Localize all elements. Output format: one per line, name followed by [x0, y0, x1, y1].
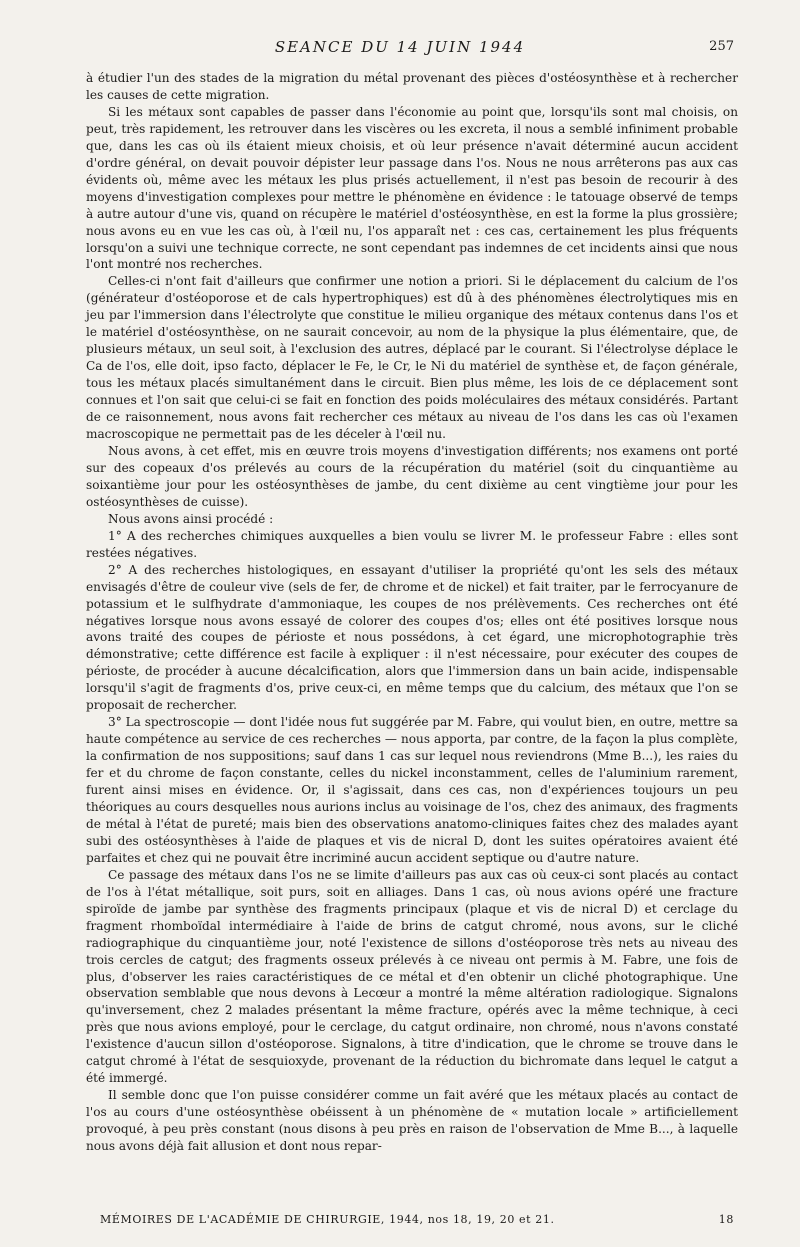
paragraph: Il semble donc que l'on puisse considérer comme un fait avéré que les métaux placés au contact de l'os au cours d'une ostéosynthèse obéissent à un phénomène de « mutation locale » artificiellement provoqué, à peu près constant (nous disons à peu près en raison de l'observation de Mme B..., à laquelle nous avons déjà fait allusion et dont nous repar- [86, 1088, 738, 1154]
page-header [0, 38, 800, 62]
running-head: SEANCE DU 14 JUIN 1944 [274, 38, 526, 56]
paragraph: Nous avons ainsi procédé : [108, 511, 274, 526]
paragraph: Si les métaux sont capables de passer dans l'économie au point que, lorsqu'ils sont mal choisis, on peut, très rapidement, les retrouver dans les viscères ou les excreta, il nous a semblé infiniment probable que, dans les cas où ils étaient mieux choisis, et où leur présence n'avait déterminé aucun accident d'ordre général, on devait pouvoir dépister leur passage dans l'os. Nous ne nous arrêterons pas aux cas évidents où, même avec les métaux les plus prisés actuellement, il n'est pas besoin de recourir à des moyens d'investigation complexes pour mettre le phénomène en évidence : le tatouage observé de temps à autre autour d'une vis, quand on récupère le matériel d'ostéosynthèse, en est la forme la plus grossière; nous avons eu en vue les cas où, à l'œil nu, l'os apparaît net : ces cas, certainement les plus fréquents lorsqu'on a suivi une technique correcte, ne sont cependant pas indemnes de cet incidents ainsi que nous l'ont montré nos recherches. [86, 104, 738, 272]
page-footer [100, 1213, 734, 1226]
signature-number: 18 [718, 1213, 734, 1226]
paragraph: Nous avons, à cet effet, mis en œuvre trois moyens d'investigation différents; nos examens ont porté sur des copeaux d'os prélevés au cours de la récupération du matériel (soit du cinquantième au soixantième jour pour les ostéosynthèses de jambe, du cent dixième au cent vingtième jour pour les ostéosynthèses de cuisse). [86, 443, 738, 509]
paragraph: à étudier l'un des stades de la migration du métal provenant des pièces d'ostéosynthèse et à rechercher les causes de cette migration. [86, 71, 738, 102]
paragraph: 1° A des recherches chimiques auxquelles a bien voulu se livrer M. le professeur Fabre : elles sont restées négatives. [86, 528, 738, 560]
paragraph: 3° La spectroscopie — dont l'idée nous fut suggérée par M. Fabre, qui voulut bien, en outre, mettre sa haute compétence au service de ces recherches — nous apporta, par contre, de la façon la plus complète, la confirmation de nos suppositions; sauf dans 1 cas sur lequel nous reviendrons (Mme B...), les raies du fer et du chrome de façon constante, celles du nickel inconstamment, celles de l'aluminium rarement, furent ainsi mises en évidence. Or, il s'agissait, dans ces cas, non d'expériences toujours un peu théoriques au cours desquelles nous aurions inclus au voisinage de l'os, chez des animaux, des fragments de métal à l'état de pureté; mais bien des observations anatomo-cliniques faites chez des malades ayant subi des ostéosynthèses à l'aide de plaques et vis de nicral D, dont les suites opératoires avaient été parfaites et chez qui ne pouvait être incriminé aucun accident septique ou d'autre nature. [86, 715, 738, 865]
paragraph: Celles-ci n'ont fait d'ailleurs que confirmer une notion a priori. Si le déplacement du calcium de l'os (générateur d'ostéoporose et de cals hypertrophiques) est dû à des phénomènes électrolytiques mis en jeu par l'immersion dans l'électrolyte que constitue le milieu organique des métaux contenus dans l'os et le matériel d'ostéosynthèse, on ne saurait concevoir, au nom de la physique la plus élémentaire, que, de plusieurs métaux, un seul soit, à l'exclusion des autres, déplacé par le courant. Si l'électrolyse déplace le Ca de l'os, elle doit, ipso facto, déplacer le Fe, le Cr, le Ni du matériel de synthèse et, de façon générale, tous les métaux placés simultanément dans le circuit. Bien plus même, les lois de ce déplacement sont connues et l'on sait que celui-ci se fait en fonction des poids moléculaires des métaux considérés. Partant de ce raisonnement, nous avons fait rechercher ces métaux au niveau de l'os dans les cas où l'examen macroscopique ne permettait pas de les déceler à l'œil nu. [86, 274, 738, 442]
paragraph: 2° A des recherches histologiques, en essayant d'utiliser la propriété qu'ont les sels des métaux envisagés d'être de couleur vive (sels de fer, de chrome et de nickel) et fait traiter, par le ferrocyanure de potassium et le sulfhydrate d'ammoniaque, les coupes de nos prélèvements. Ces recherches ont été négatives lorsque nous avons essayé de colorer des coupes d'os; elles ont été positives lorsque nous avons traité des coupes de périoste et nous possédons, à cet égard, une microphotographie très démonstrative; cette différence est facile à expliquer : il n'est nécessaire, pour exécuter des coupes de périoste, de procéder à aucune décalcification, alors que l'immersion dans un bain acide, indispensable lorsqu'il s'agit de fragments d'os, prive ceux-ci, en même temps que du calcium, des métaux que l'on se proposait de rechercher. [86, 562, 738, 713]
body-text [86, 70, 738, 1155]
paragraph: Ce passage des métaux dans l'os ne se limite d'ailleurs pas aux cas où ceux-ci sont placés au contact de l'os à l'état métallique, soit purs, soit en alliages. Dans 1 cas, où nous avions opéré une fracture spiroïde de jambe par synthèse des fragments principaux (plaque et vis de nicral D) et cerclage du fragment rhomboïdal intermédiaire à l'aide de brins de catgut chromé, nous avons, sur le cliché radiographique du cinquantième jour, noté l'existence de sillons d'ostéoporose très nets au niveau des trois cercles de catgut; des fragments osseux prélevés à ce niveau ont permis à M. Fabre, une fois de plus, d'observer les raies caractéristiques de ce métal et d'en obtenir un cliché photographique. Une observation semblable que nous devons à Lecœur a montré la même altération radiologique. Signalons qu'inversement, chez 2 malades présentant la même fracture, opérés avec la même technique, à ceci près que nous avions employé, pour le cerclage, du catgut ordinaire, non chromé, nous n'avons constaté l'existence d'aucun sillon d'ostéoporose. Signalons, à titre d'indication, que le chrome se trouve dans le catgut chromé à l'état de sesquioxyde, provenant de la réduction du bichromate dans lequel le catgut a été immergé. [86, 867, 738, 1086]
page-number: 257 [709, 39, 734, 54]
journal-citation: MÉMOIRES DE L'ACADÉMIE DE CHIRURGIE, 1944, nos 18, 19, 20 et 21. [100, 1213, 555, 1226]
